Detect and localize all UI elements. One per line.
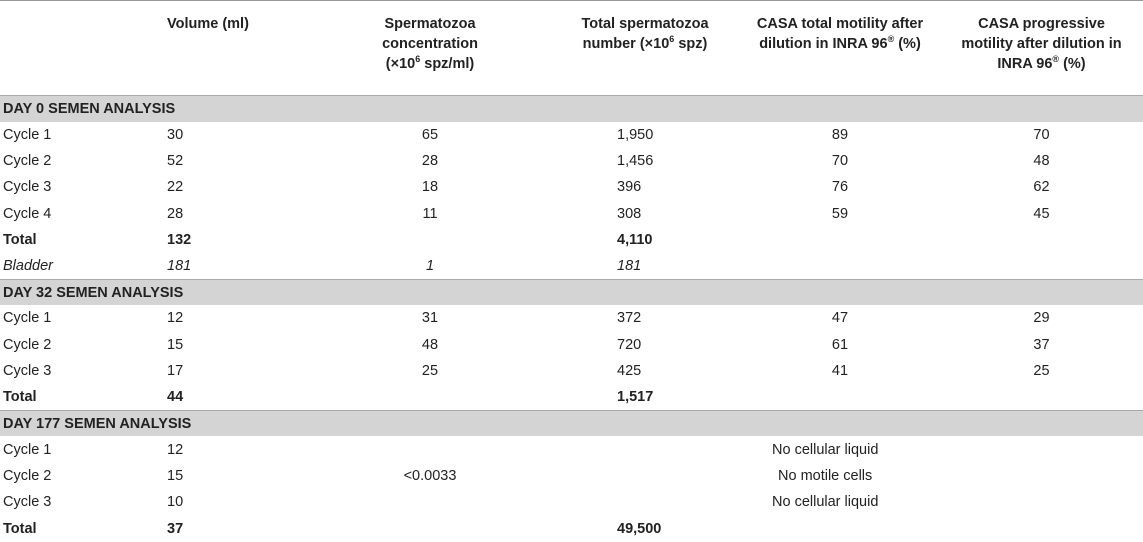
table-row <box>0 200 1143 226</box>
cell-concentration: 18 <box>421 179 439 196</box>
cell-volume: 44 <box>167 389 184 406</box>
cell-concentration: 48 <box>421 336 439 353</box>
row-label: Cycle 4 <box>3 205 52 222</box>
table-row <box>0 463 1143 489</box>
cell-casa-total: 61 <box>831 336 849 353</box>
cell-casa-total: 76 <box>831 179 849 196</box>
cell-casa-progressive <box>940 227 1143 253</box>
header-casa-progressive <box>940 1 1143 96</box>
header-total-number-sup: 6 <box>669 34 675 45</box>
header-concentration-line3a: (×10 <box>385 56 416 72</box>
table-header <box>0 1 1143 96</box>
cell-concentration: 28 <box>421 152 439 169</box>
row-label: Total <box>3 389 37 406</box>
row-label: Bladder <box>3 257 53 274</box>
cell-total: 720 <box>617 336 642 353</box>
cell-concentration <box>310 515 550 541</box>
cell-casa-note: No cellular liquid <box>772 494 879 511</box>
header-concentration-sup: 6 <box>415 54 421 65</box>
table-row <box>0 436 1143 462</box>
row-label: Total <box>3 231 37 248</box>
table-row <box>0 305 1143 331</box>
cell-volume: 132 <box>167 231 192 248</box>
cell-concentration: 25 <box>421 363 439 380</box>
cell-casa-total: 70 <box>831 152 849 169</box>
cell-total <box>550 463 740 489</box>
cell-concentration <box>310 227 550 253</box>
cell-total: 425 <box>617 363 642 380</box>
header-total-number-line2a: number (×10 <box>582 36 670 52</box>
header-casa-progressive-line1: CASA progressive <box>978 16 1105 32</box>
header-concentration <box>310 1 550 96</box>
header-casa-progressive-line3b: (%) <box>1059 56 1086 72</box>
cell-volume: 52 <box>167 152 184 169</box>
header-concentration-line2: concentration <box>382 36 478 52</box>
cell-total: 1,517 <box>617 389 654 406</box>
section-title: DAY 32 SEMEN ANALYSIS <box>0 279 1143 305</box>
table-row <box>0 332 1143 358</box>
row-label: Cycle 2 <box>3 336 52 353</box>
cell-casa-progressive <box>940 253 1143 279</box>
row-label: Cycle 2 <box>3 152 52 169</box>
cell-volume: 22 <box>167 179 184 196</box>
header-casa-progressive-line2: motility after dilution in <box>961 36 1122 52</box>
header-casa-total-line2a: dilution in INRA 96 <box>759 36 888 52</box>
header-volume: Volume (ml) <box>167 16 249 32</box>
cell-concentration: 31 <box>421 310 439 327</box>
cell-casa-total: 89 <box>831 126 849 143</box>
cell-volume: 30 <box>167 126 184 143</box>
cell-casa-progressive <box>940 515 1143 541</box>
total-row <box>0 384 1143 410</box>
cell-concentration: 65 <box>421 126 439 143</box>
cell-total: 1,950 <box>617 126 654 143</box>
cell-casa-progressive: 29 <box>1033 310 1050 327</box>
table-row <box>0 489 1143 515</box>
cell-casa-progressive <box>940 384 1143 410</box>
header-concentration-line1: Spermatozoa <box>384 16 476 32</box>
table-row <box>0 148 1143 174</box>
row-label: Cycle 1 <box>3 441 52 458</box>
cell-volume: 28 <box>167 205 184 222</box>
cell-total: 1,456 <box>617 152 654 169</box>
row-label: Total <box>3 520 37 537</box>
header-casa-progressive-sup: ® <box>1052 54 1060 65</box>
header-casa-progressive-line3a: INRA 96 <box>997 56 1053 72</box>
cell-concentration <box>310 436 550 462</box>
cell-total <box>550 436 740 462</box>
cell-total: 4,110 <box>617 231 653 248</box>
header-total-number-line2b: spz) <box>674 36 708 52</box>
header-empty <box>0 1 160 96</box>
cell-concentration: 1 <box>425 257 435 274</box>
header-concentration-line3b: spz/ml) <box>420 56 475 72</box>
cell-concentration <box>310 489 550 515</box>
total-row <box>0 515 1143 541</box>
cell-concentration: 11 <box>422 205 438 222</box>
header-total-number-line1: Total spermatozoa <box>581 16 709 32</box>
row-label: Cycle 1 <box>3 126 52 143</box>
header-casa-total-line1: CASA total motility after <box>756 16 924 32</box>
cell-concentration <box>310 384 550 410</box>
cell-casa-total <box>740 515 940 541</box>
cell-total: 372 <box>617 310 642 327</box>
bladder-row <box>0 253 1143 279</box>
row-label: Cycle 3 <box>3 363 52 380</box>
row-label: Cycle 3 <box>3 179 52 196</box>
cell-concentration: <0.0033 <box>403 467 457 484</box>
total-row <box>0 227 1143 253</box>
section-title: DAY 177 SEMEN ANALYSIS <box>0 410 1143 436</box>
cell-total: 181 <box>617 257 642 274</box>
cell-volume: 17 <box>167 363 184 380</box>
cell-casa-total <box>740 227 940 253</box>
section-day32 <box>0 279 1143 305</box>
cell-casa-total <box>740 384 940 410</box>
section-day0 <box>0 96 1143 122</box>
cell-volume: 15 <box>167 467 184 484</box>
cell-total: 49,500 <box>617 520 662 537</box>
cell-casa-progressive: 70 <box>1033 126 1050 143</box>
header-casa-total <box>740 1 940 96</box>
cell-casa-total: 41 <box>831 363 849 380</box>
cell-casa-progressive: 62 <box>1033 179 1050 196</box>
cell-total: 308 <box>617 205 642 222</box>
section-day177 <box>0 410 1143 436</box>
header-total-number <box>550 1 740 96</box>
table-row <box>0 174 1143 200</box>
cell-volume: 12 <box>167 441 184 458</box>
cell-casa-progressive: 37 <box>1033 336 1050 353</box>
cell-casa-total <box>740 253 940 279</box>
cell-total: 396 <box>617 179 642 196</box>
header-casa-total-line2b: (%) <box>894 36 921 52</box>
cell-casa-note: No cellular liquid <box>772 441 879 458</box>
table-body <box>0 96 1143 542</box>
section-title: DAY 0 SEMEN ANALYSIS <box>0 96 1143 122</box>
row-label: Cycle 1 <box>3 310 52 327</box>
cell-volume: 37 <box>167 520 184 537</box>
cell-total <box>550 489 740 515</box>
row-label: Cycle 2 <box>3 467 52 484</box>
cell-casa-total: 47 <box>831 310 849 327</box>
cell-casa-progressive: 48 <box>1033 152 1050 169</box>
cell-volume: 181 <box>167 257 192 274</box>
cell-volume: 10 <box>167 494 184 511</box>
cell-volume: 15 <box>167 336 184 353</box>
cell-casa-progressive: 25 <box>1033 363 1050 380</box>
cell-casa-note: No motile cells <box>778 467 873 484</box>
cell-casa-total: 59 <box>831 205 849 222</box>
row-label: Cycle 3 <box>3 494 52 511</box>
header-casa-total-sup: ® <box>887 34 895 45</box>
table-row <box>0 358 1143 384</box>
cell-volume: 12 <box>167 310 184 327</box>
cell-casa-progressive: 45 <box>1033 205 1050 222</box>
table-row <box>0 122 1143 148</box>
